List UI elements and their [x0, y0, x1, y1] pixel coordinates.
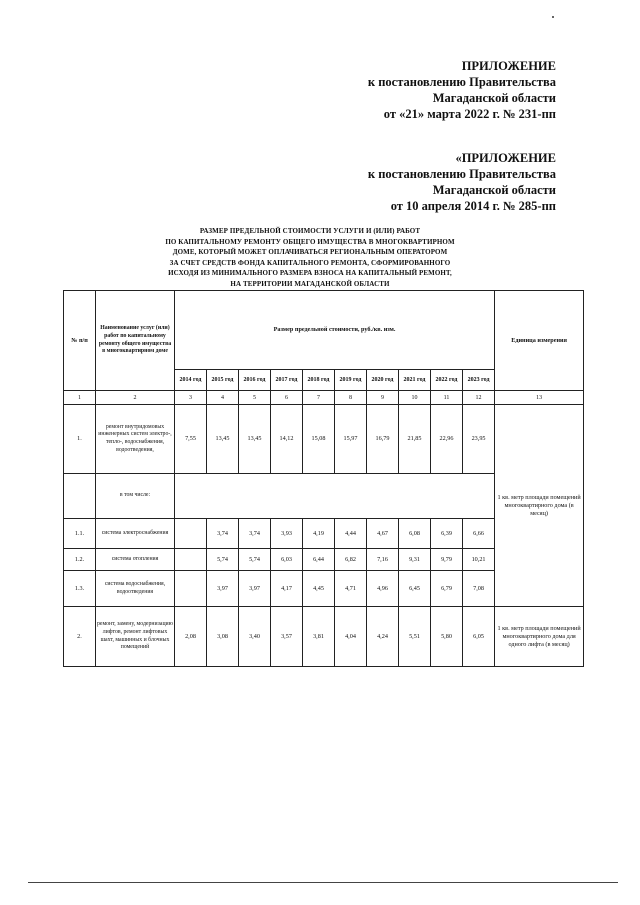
- col-header-cost: Размер предельной стоимости, руб./кв. изм.: [175, 291, 495, 370]
- cost-cell: 5,80: [431, 607, 463, 667]
- year-header: 2014 год: [175, 370, 207, 391]
- cost-cell: 7,16: [367, 549, 399, 571]
- row-name: ремонт, замену, модернизацию лифтов, ремонт лифтовых шахт, машинных и блочных помещений: [96, 607, 175, 667]
- appendix-header-current: [256, 58, 556, 122]
- cost-cell: 3,74: [239, 519, 271, 549]
- cost-cell: 9,79: [431, 549, 463, 571]
- year-header: 2016 год: [239, 370, 271, 391]
- year-header: 2022 год: [431, 370, 463, 391]
- header-line: от «21» марта 2022 г. № 231-пп: [383, 107, 556, 121]
- column-index: 10: [399, 391, 431, 405]
- cost-cell: 5,74: [207, 549, 239, 571]
- cost-cell: 4,67: [367, 519, 399, 549]
- title-line: РАЗМЕР ПРЕДЕЛЬНОЙ СТОИМОСТИ УСЛУГИ И (ИЛИ) РАБОТ: [199, 227, 421, 235]
- appendix-header-original: [256, 150, 556, 214]
- cost-cell: 3,93: [271, 519, 303, 549]
- row-name: система электроснабжения: [96, 519, 175, 549]
- year-header: 2021 год: [399, 370, 431, 391]
- title-line: НА ТЕРРИТОРИИ МАГАДАНСКОЙ ОБЛАСТИ: [230, 279, 390, 288]
- row-name: система отопления: [96, 549, 175, 571]
- cost-cell: 22,96: [431, 405, 463, 474]
- cost-cell: 6,03: [271, 549, 303, 571]
- row-number: 1.1.: [64, 519, 96, 549]
- cost-cell: 4,24: [367, 607, 399, 667]
- header-line: Магаданской области: [432, 91, 556, 105]
- column-index: 6: [271, 391, 303, 405]
- cost-cell: 3,81: [303, 607, 335, 667]
- cost-cell: 2,08: [175, 607, 207, 667]
- cost-cell: 21,85: [399, 405, 431, 474]
- cost-cell: 6,45: [399, 571, 431, 607]
- title-line: ДОМЕ, КОТОРЫЙ МОЖЕТ ОПЛАЧИВАТЬСЯ РЕГИОНАЛЬНЫМ ОПЕРАТОРОМ: [172, 248, 448, 257]
- row-number: 1.: [64, 405, 96, 474]
- cost-cell: 23,95: [463, 405, 495, 474]
- cost-cell: 3,40: [239, 607, 271, 667]
- cost-cell: 3,97: [239, 571, 271, 607]
- year-header: 2018 год: [303, 370, 335, 391]
- cost-cell: 4,96: [367, 571, 399, 607]
- cost-cell: 14,12: [271, 405, 303, 474]
- cost-cell: [175, 519, 207, 549]
- table-row: [64, 405, 584, 474]
- row-name: система водоснабжения, водоотведения: [96, 571, 175, 607]
- col-header-number: № п/п: [64, 291, 96, 391]
- year-header: 2017 год: [271, 370, 303, 391]
- cost-cell: [175, 549, 207, 571]
- column-index: 9: [367, 391, 399, 405]
- cost-cell: 15,97: [335, 405, 367, 474]
- cost-cell: 6,39: [431, 519, 463, 549]
- cost-cell: 15,08: [303, 405, 335, 474]
- header-line: к постановлению Правительства: [367, 167, 556, 181]
- cost-cell: 4,19: [303, 519, 335, 549]
- cost-cell: 6,79: [431, 571, 463, 607]
- title-line: ИСХОДЯ ИЗ МИНИМАЛЬНОГО РАЗМЕРА ВЗНОСА НА КАПИТАЛЬНЫЙ РЕМОНТ,: [168, 269, 452, 278]
- table-row: [64, 607, 584, 667]
- empty-span-cell: [175, 474, 495, 519]
- cost-cell: 4,45: [303, 571, 335, 607]
- cost-cell: 13,45: [239, 405, 271, 474]
- column-index: 11: [431, 391, 463, 405]
- row-number: [64, 474, 96, 519]
- column-index: 4: [207, 391, 239, 405]
- cost-cell: 4,04: [335, 607, 367, 667]
- column-index: 5: [239, 391, 271, 405]
- cost-cell: 16,79: [367, 405, 399, 474]
- row-name: ремонт внутридомовых инженерных систем электро-, тепло-, водоснабжения, водоотведения,: [96, 405, 175, 474]
- cost-cell: 4,17: [271, 571, 303, 607]
- cost-cell: 7,08: [463, 571, 495, 607]
- header-line: Магаданской области: [432, 183, 556, 197]
- document-title: [90, 226, 530, 290]
- column-index: 8: [335, 391, 367, 405]
- row-name: в том числе:: [96, 474, 175, 519]
- cost-cell: 6,05: [463, 607, 495, 667]
- row-number: 2.: [64, 607, 96, 667]
- row-number: 1.2.: [64, 549, 96, 571]
- scan-speck: [552, 16, 554, 18]
- year-header: 2023 год: [463, 370, 495, 391]
- unit-cell: 1 кв. метр площади помещений многоквартирного дома для одного лифта (в месяц): [495, 607, 584, 667]
- column-index: 1: [64, 391, 96, 405]
- page-bottom-rule: [28, 882, 618, 883]
- cost-cell: 6,44: [303, 549, 335, 571]
- column-index: 3: [175, 391, 207, 405]
- cost-cell: [175, 571, 207, 607]
- col-header-unit: Единица измерения: [495, 291, 584, 391]
- cost-cell: 13,45: [207, 405, 239, 474]
- cost-table: [63, 290, 584, 667]
- column-index: 13: [495, 391, 584, 405]
- header-line: к постановлению Правительства: [367, 75, 556, 89]
- cost-cell: 4,44: [335, 519, 367, 549]
- title-line: ПО КАПИТАЛЬНОМУ РЕМОНТУ ОБЩЕГО ИМУЩЕСТВА В МНОГОКВАРТИРНОМ: [165, 237, 455, 246]
- cost-cell: 3,97: [207, 571, 239, 607]
- column-index: 12: [463, 391, 495, 405]
- cost-cell: 5,51: [399, 607, 431, 667]
- year-header: 2020 год: [367, 370, 399, 391]
- cost-cell: 6,82: [335, 549, 367, 571]
- header-line: от 10 апреля 2014 г. № 285-пп: [390, 199, 556, 213]
- cost-cell: 6,66: [463, 519, 495, 549]
- row-number: 1.3.: [64, 571, 96, 607]
- col-header-name: Наименование услуг (или) работ по капитальному ремонту общего имущества в многоквартирном доме: [96, 291, 175, 391]
- column-index: 7: [303, 391, 335, 405]
- column-index: 2: [96, 391, 175, 405]
- cost-cell: 3,74: [207, 519, 239, 549]
- cost-cell: 6,08: [399, 519, 431, 549]
- cost-cell: 7,55: [175, 405, 207, 474]
- title-line: ЗА СЧЕТ СРЕДСТВ ФОНДА КАПИТАЛЬНОГО РЕМОНТА, СФОРМИРОВАННОГО: [169, 258, 451, 267]
- cost-cell: 9,31: [399, 549, 431, 571]
- unit-cell: 1 кв. метр площади помещений многоквартирного дома (в месяц): [495, 405, 584, 607]
- header-line: «ПРИЛОЖЕНИЕ: [455, 151, 556, 165]
- cost-cell: 5,74: [239, 549, 271, 571]
- cost-cell: 3,08: [207, 607, 239, 667]
- cost-cell: 10,21: [463, 549, 495, 571]
- year-header: 2019 год: [335, 370, 367, 391]
- year-header: 2015 год: [207, 370, 239, 391]
- header-line: ПРИЛОЖЕНИЕ: [461, 59, 556, 73]
- cost-cell: 3,57: [271, 607, 303, 667]
- cost-cell: 4,71: [335, 571, 367, 607]
